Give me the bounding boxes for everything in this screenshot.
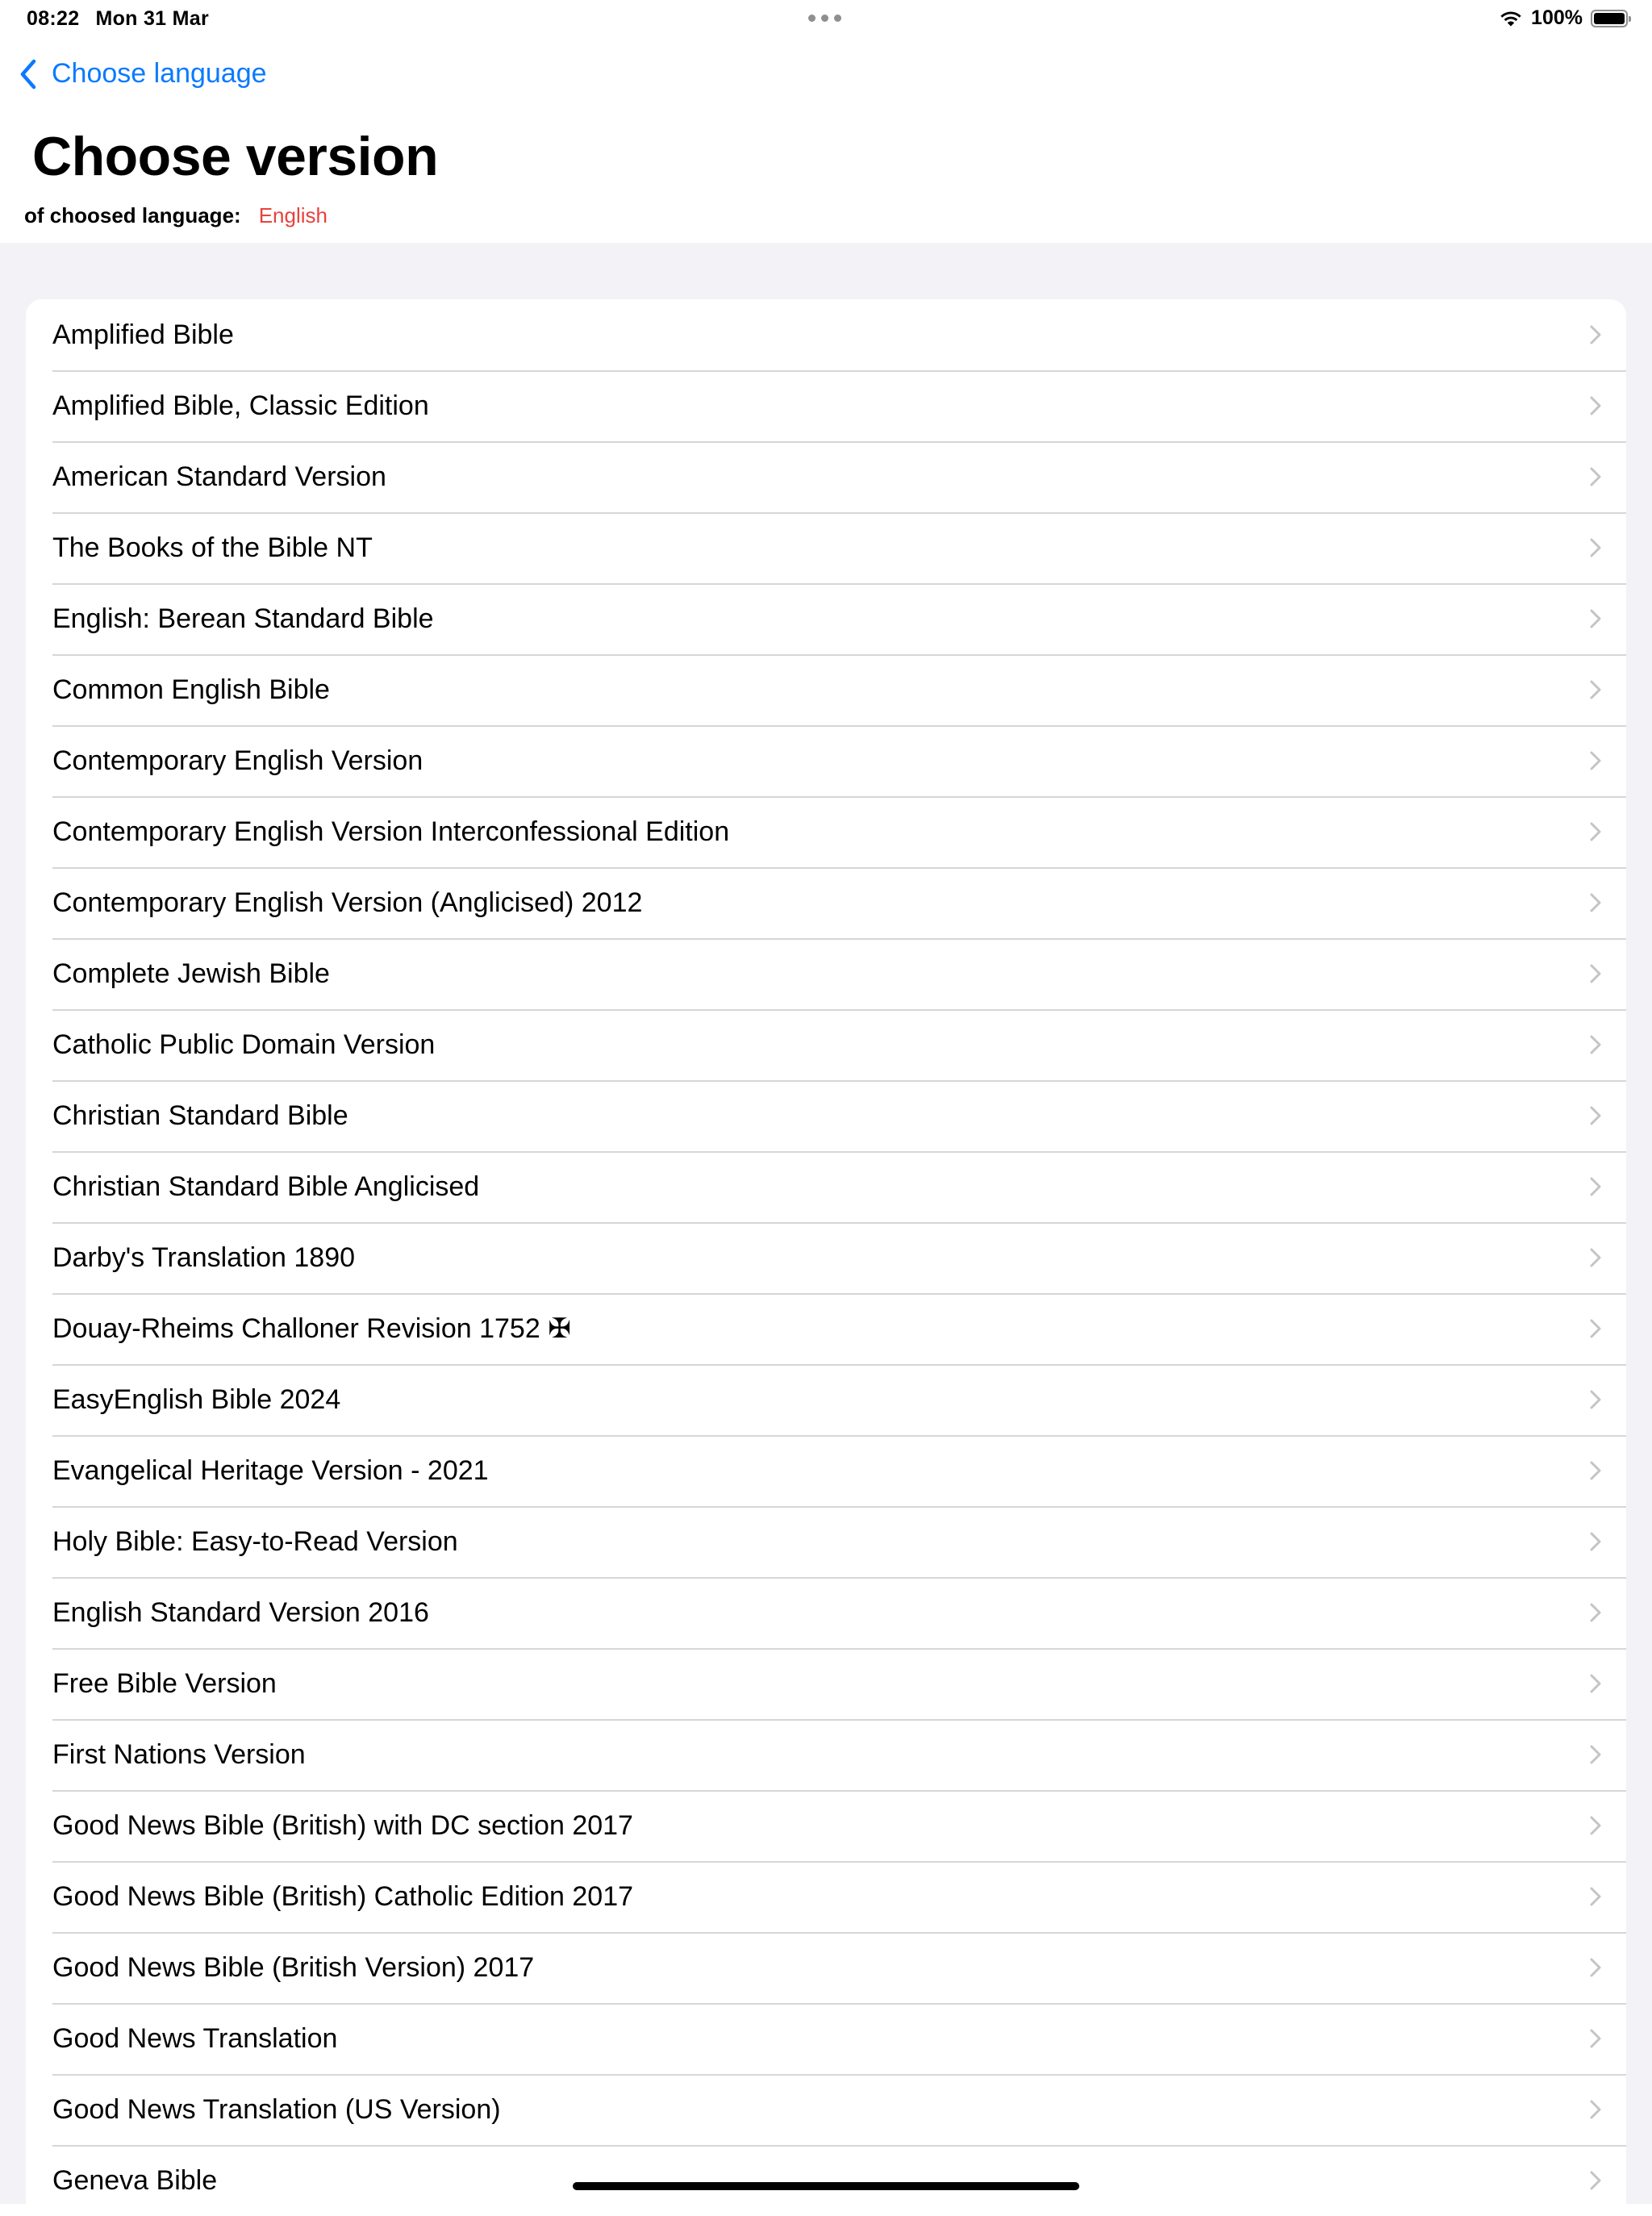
chevron-right-icon (1589, 1815, 1602, 1836)
chevron-right-icon (1589, 2099, 1602, 2120)
version-label: Contemporary English Version (Anglicised) 2012 (52, 887, 643, 918)
content-area (0, 243, 1652, 2204)
version-label: Contemporary English Version (52, 745, 423, 776)
list-item-version[interactable] (26, 370, 1626, 441)
list-item-version[interactable] (26, 1861, 1626, 1932)
version-label: Good News Translation (52, 2023, 338, 2054)
version-label: Good News Bible (British) Catholic Edition 2017 (52, 1881, 634, 1912)
version-label: Christian Standard Bible (52, 1100, 348, 1131)
back-button[interactable] (19, 58, 267, 90)
list-item-version[interactable] (26, 1577, 1626, 1648)
chevron-right-icon (1589, 679, 1602, 700)
wifi-icon (1499, 10, 1523, 27)
list-item-version[interactable] (26, 1222, 1626, 1293)
status-date: Mon 31 Mar (95, 7, 209, 30)
list-item-version[interactable] (26, 1151, 1626, 1222)
chevron-right-icon (1589, 1744, 1602, 1765)
chevron-right-icon (1589, 1531, 1602, 1552)
list-item-version[interactable] (26, 1790, 1626, 1861)
list-item-version[interactable] (26, 938, 1626, 1009)
chevron-right-icon (1589, 1957, 1602, 1978)
list-item-version[interactable] (26, 725, 1626, 796)
chevron-right-icon (1589, 1886, 1602, 1907)
list-item-version[interactable] (26, 583, 1626, 654)
version-label: Geneva Bible (52, 2165, 218, 2196)
list-item-version[interactable] (26, 1009, 1626, 1080)
chevron-right-icon (1589, 1602, 1602, 1623)
version-label: Contemporary English Version Interconfessional Edition (52, 816, 730, 847)
list-item-version[interactable] (26, 2003, 1626, 2074)
chevron-right-icon (1589, 892, 1602, 913)
back-button-label: Choose language (52, 58, 267, 89)
version-label: English Standard Version 2016 (52, 1597, 429, 1628)
chevron-right-icon (1589, 1034, 1602, 1055)
list-item-version[interactable] (26, 796, 1626, 867)
version-label: EasyEnglish Bible 2024 (52, 1384, 341, 1415)
version-label: Holy Bible: Easy-to-Read Version (52, 1526, 458, 1557)
list-item-version[interactable] (26, 867, 1626, 938)
list-item-version[interactable] (26, 299, 1626, 370)
battery-icon (1591, 10, 1628, 27)
language-value: English (258, 203, 327, 227)
version-label: Common English Bible (52, 674, 330, 705)
list-item-version[interactable] (26, 1506, 1626, 1577)
version-label: English: Berean Standard Bible (52, 603, 434, 634)
home-indicator[interactable] (573, 2182, 1079, 2190)
version-label: Evangelical Heritage Version - 2021 (52, 1455, 489, 1486)
version-label: Good News Bible (British Version) 2017 (52, 1952, 535, 1983)
version-label: Catholic Public Domain Version (52, 1029, 436, 1060)
chevron-right-icon (1589, 1318, 1602, 1339)
chevron-left-icon (19, 59, 37, 90)
chevron-right-icon (1589, 1105, 1602, 1126)
list-item-version[interactable] (26, 441, 1626, 512)
version-label: Good News Bible (British) with DC section 2017 (52, 1810, 633, 1841)
chevron-right-icon (1589, 821, 1602, 842)
list-item-version[interactable] (26, 512, 1626, 583)
header (0, 39, 1652, 243)
language-info (24, 205, 327, 226)
list-item-version[interactable] (26, 654, 1626, 725)
version-label: Darby's Translation 1890 (52, 1242, 356, 1273)
status-indicators (1499, 6, 1628, 30)
list-item-version[interactable] (26, 1719, 1626, 1790)
version-label: Amplified Bible (52, 319, 234, 350)
version-list (26, 299, 1626, 2216)
version-label: American Standard Version (52, 461, 386, 492)
list-item-version[interactable] (26, 1364, 1626, 1435)
chevron-right-icon (1589, 1247, 1602, 1268)
language-label: of choosed language: (24, 203, 241, 227)
version-label: The Books of the Bible NT (52, 532, 373, 563)
version-label: Good News Translation (US Version) (52, 2094, 501, 2125)
list-item-version[interactable] (26, 1932, 1626, 2003)
chevron-right-icon (1589, 324, 1602, 345)
page-title: Choose version (32, 126, 439, 187)
chevron-right-icon (1589, 1460, 1602, 1481)
chevron-right-icon (1589, 750, 1602, 771)
chevron-right-icon (1589, 1176, 1602, 1197)
chevron-right-icon (1589, 963, 1602, 984)
list-item-version[interactable] (26, 2145, 1626, 2216)
list-item-version[interactable] (26, 1293, 1626, 1364)
chevron-right-icon (1589, 1673, 1602, 1694)
list-item-version[interactable] (26, 1080, 1626, 1151)
status-time-date (27, 7, 209, 31)
list-item-version[interactable] (26, 1435, 1626, 1506)
version-label: Free Bible Version (52, 1668, 277, 1699)
status-bar (0, 0, 1652, 39)
chevron-right-icon (1589, 1389, 1602, 1410)
list-item-version[interactable] (26, 1648, 1626, 1719)
status-time: 08:22 (27, 7, 80, 30)
version-label: First Nations Version (52, 1739, 306, 1770)
version-label: Douay-Rheims Challoner Revision 1752 ✠ (52, 1313, 571, 1344)
chevron-right-icon (1589, 466, 1602, 487)
battery-percentage: 100% (1531, 6, 1583, 29)
multitasking-dots-icon[interactable] (808, 15, 841, 22)
version-label: Christian Standard Bible Anglicised (52, 1171, 480, 1202)
chevron-right-icon (1589, 2028, 1602, 2049)
version-label: Amplified Bible, Classic Edition (52, 390, 429, 421)
chevron-right-icon (1589, 608, 1602, 629)
chevron-right-icon (1589, 2170, 1602, 2191)
list-item-version[interactable] (26, 2074, 1626, 2145)
chevron-right-icon (1589, 395, 1602, 416)
chevron-right-icon (1589, 537, 1602, 558)
version-label: Complete Jewish Bible (52, 958, 330, 989)
